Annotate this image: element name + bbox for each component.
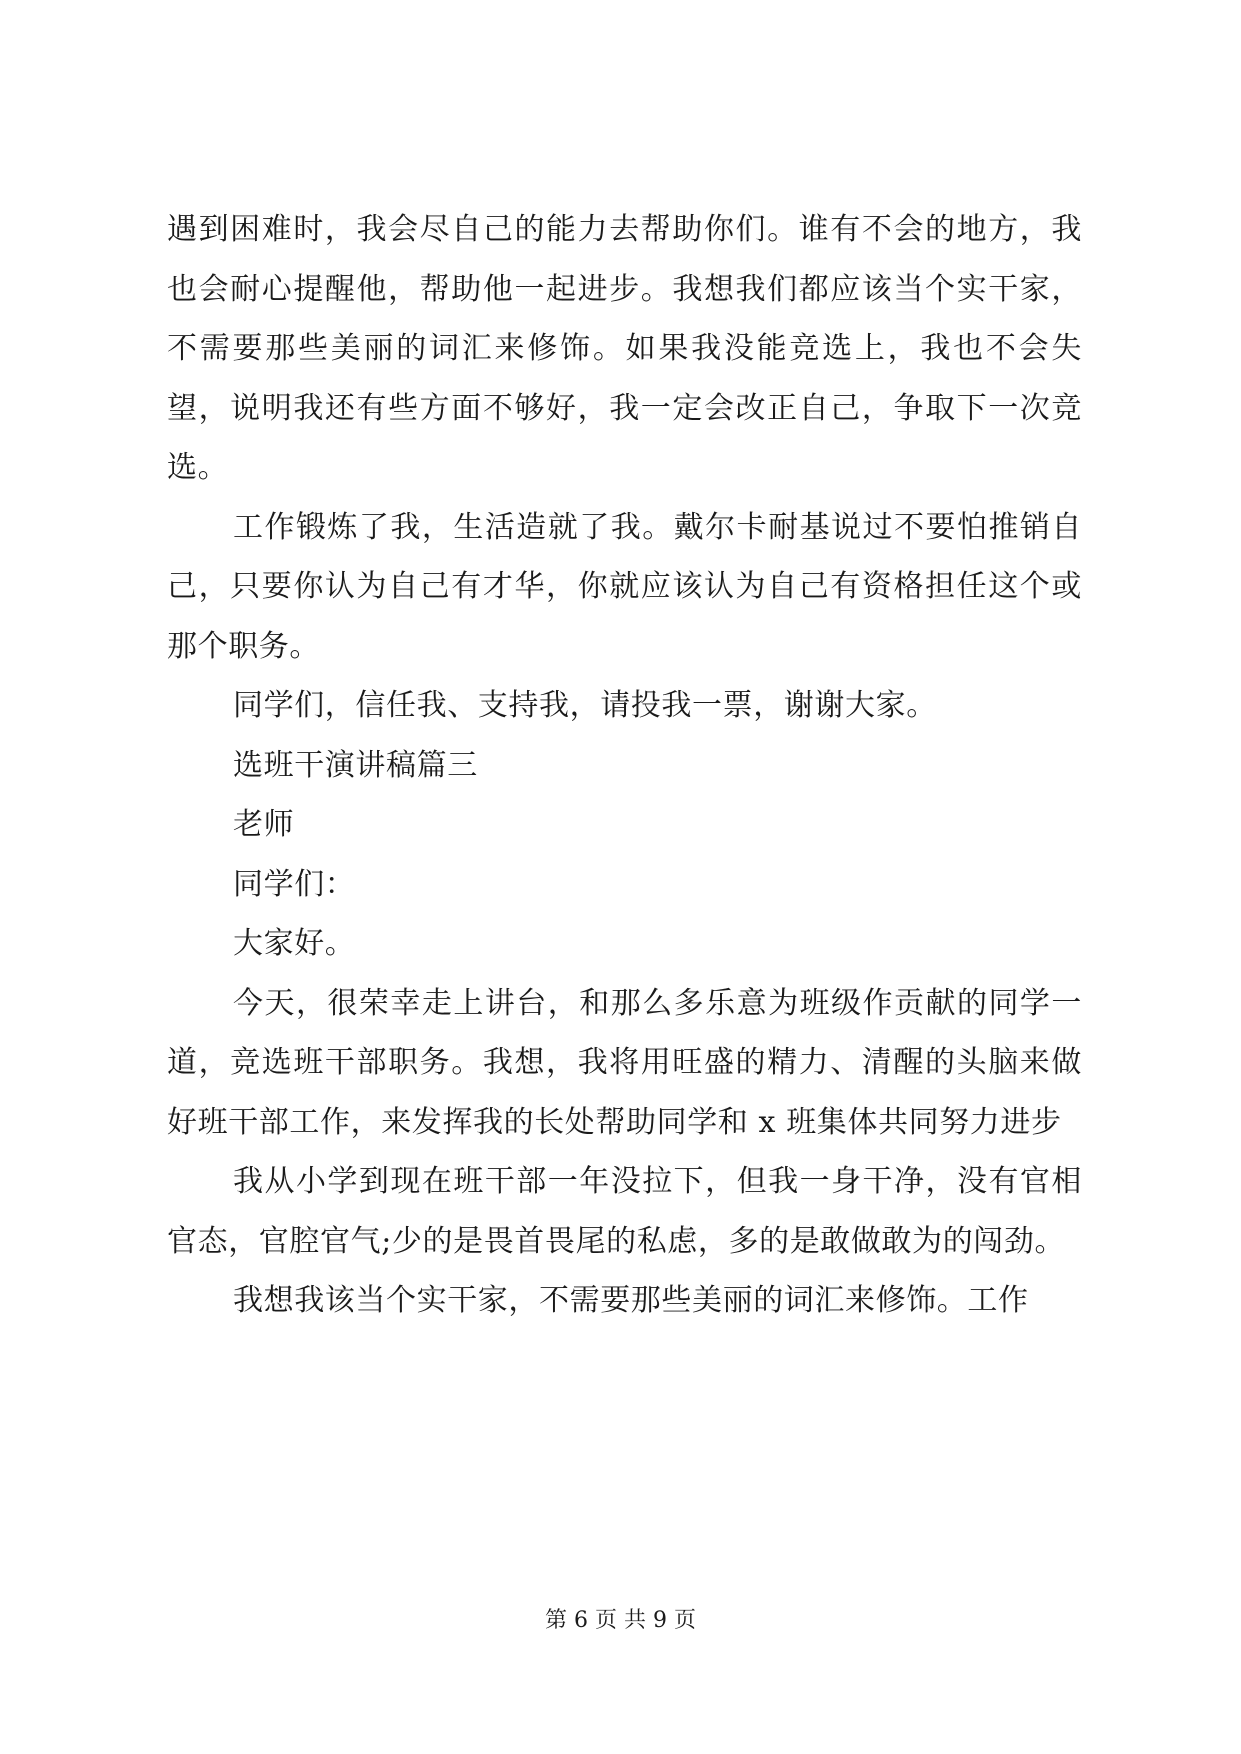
page-footer: 第 6 页 共 9 页 bbox=[545, 1608, 696, 1633]
paragraph-2: 工作锻炼了我，生活造就了我。戴尔卡耐基说过不要怕推销自己，只要你认为自己有才华，你就应该认为自己有资格担任这个或那个职务。 bbox=[167, 509, 1082, 664]
salutation-classmates: 同学们： bbox=[233, 866, 356, 902]
paragraph-8: 今天，很荣幸走上讲台，和那么多乐意为班级作贡献的同学一道，竞选班干部职务。我想，我将用旺盛的精力、清醒的头脑来做好班干部工作，来发挥我的长处帮助同学和 x 班集体共同努力进步 bbox=[167, 985, 1082, 1140]
paragraph-9: 我从小学到现在班干部一年没拉下，但我一身干净，没有官相官态，官腔官气;少的是畏首畏尾的私虑，多的是敢做敢为的闯劲。 bbox=[167, 1164, 1082, 1259]
paragraph-3: 同学们，信任我、支持我，请投我一票，谢谢大家。 bbox=[233, 688, 937, 723]
greeting: 大家好。 bbox=[233, 926, 356, 961]
document-body bbox=[167, 200, 1082, 1331]
salutation-teacher: 老师 bbox=[233, 807, 295, 842]
section-heading: 选班干演讲稿篇三 bbox=[233, 747, 478, 783]
paragraph-1: 遇到困难时，我会尽自己的能力去帮助你们。谁有不会的地方，我也会耐心提醒他，帮助他一起进步。我想我们都应该当个实干家，不需要那些美丽的词汇来修饰。如果我没能竞选上，我也不会失望，说明我还有些方面不够好，我一定会改正自己，争取下一次竞选。 bbox=[167, 212, 1082, 485]
paragraph-10: 我想我该当个实干家，不需要那些美丽的词汇来修饰。工作 bbox=[233, 1283, 1029, 1318]
